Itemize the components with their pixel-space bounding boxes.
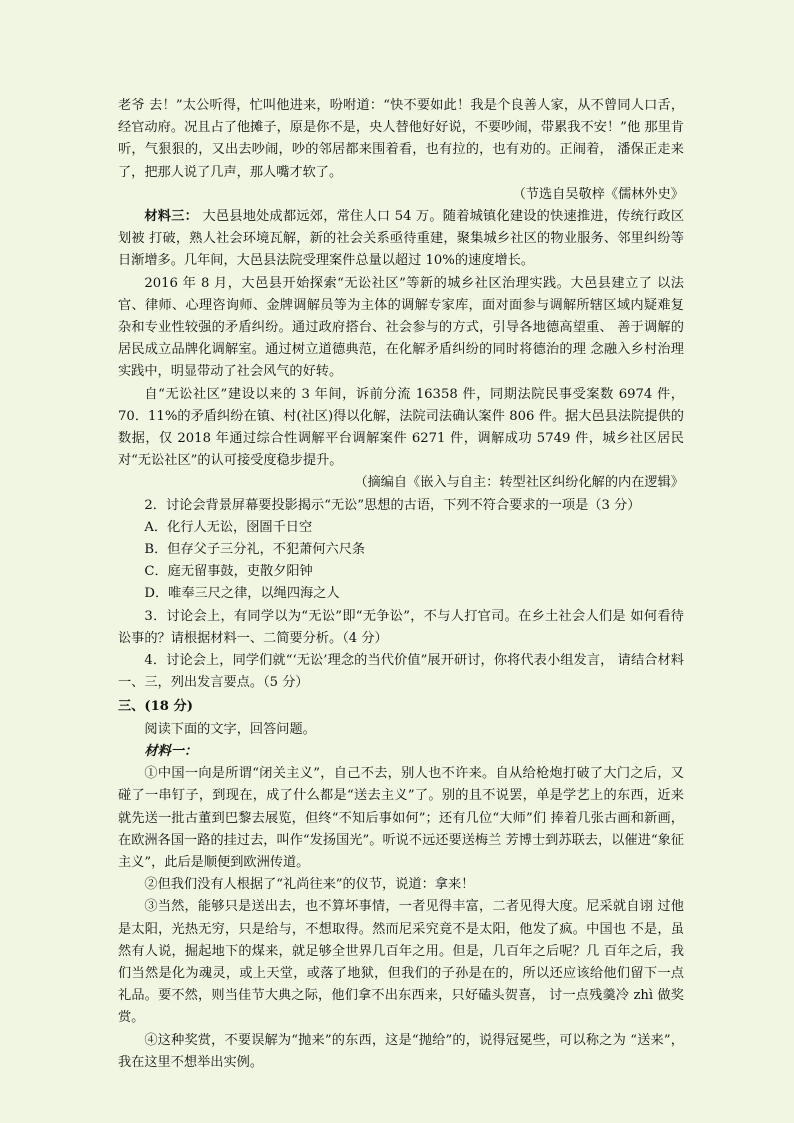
section-3-paragraph-2: ②但我们没有人根据了“礼尚往来”的仪节，说道：拿来！ [144, 877, 475, 893]
question-2-option-a: A．化行人无讼，囹圄千日空 [144, 519, 313, 535]
question-4: 4．讨论会上，同学们就“‘无讼’理念的当代价值”展开研讨，你将代表小组发言， 请结合材料一、三，列出发言要点。（5 分） [118, 653, 684, 691]
question-2: 2．讨论会背景屏幕要投影揭示“无讼”思想的古语，下列不符合要求的一项是（3 分） [144, 497, 641, 513]
section-3-paragraph-3: ③当然，能够只是送出去，也不算坏事情，一者见得丰富，二者见得大度。尼采就自诩 过他是太阳，光热无穷，只是给与，不想取得。然而尼采究竟不是太阳，他发了疯。中国也 不是，虽然有人说，掘起地下的煤来，就足够全世界几百年之用。但是，几百年之后呢？几 百年之后，我们当然是化为魂灵，或上天堂，或落了地狱，但我们的子孙是在的，所以还应该给他们留下一点礼品。要不然，则当佳节大典之际，他们拿不出东西来，只好磕头贺喜， 讨一点残羹冷 zhì 做奖赏。 [118, 899, 684, 1026]
passage-paragraph: 老爷 去！”太公听得，忙叫他进来，吩咐道：“快不要如此！我是个良善人家，从不曾同人口舌， 经官动府。况且占了他摊子，原是你不是，央人替他好好说，不要吵闹，带累我不安！”他 那里肯听，气狠狠的，又出去吵闹，吵的邻居都来围着看，也有拉的，也有劝的。正闹着， 潘保正走来了，把那人说了几声，那人嘴才软了。 [118, 98, 684, 180]
section-3-title: 三、(18 分) [118, 699, 193, 715]
section-3-paragraph-1: ①中国一向是所谓“闭关主义”，自己不去，别人也不许来。自从给枪炮打破了大门之后，又碰了一串钉子，到现在，成了什么都是“送去主义”了。别的且不说罢，单是学艺上的东西，近来就先送一批古董到巴黎去展览，但终“不知后事如何”；还有几位“大师”们 捧着几张古画和新画，在欧洲各国一路的挂过去，叫作“发扬国光”。听说不远还要送梅兰 芳博士到苏联去，以催进“象征主义”，此后是顺便到欧洲传道。 [118, 766, 684, 870]
material-3-heading: 材料三： [144, 209, 199, 225]
section-3-material-1-heading: 材料一： [144, 743, 198, 759]
section-3-paragraph-4: ④这种奖赏，不要误解为“抛来”的东西，这是“抛给”的，说得冠冕些，可以称之为 “送来”，我在这里不想举出实例。 [118, 1032, 684, 1070]
question-2-option-c: C．庭无留事鼓，吏散夕阳钟 [144, 564, 313, 580]
passage-source: （节选自吴敬梓《儒林外史》 [512, 186, 684, 202]
question-3: 3．讨论会上，有同学以为“无讼”即“无争讼”，不与人打官司。在乡土社会人们是 如何看待讼事的？请根据材料一、二简要分析。（4 分） [118, 608, 684, 646]
question-2-option-b: B．但存父子三分礼，不犯萧何六尺条 [144, 542, 366, 558]
material-3-paragraph-1 [118, 206, 684, 273]
section-3-instruction: 阅读下面的文字，回答问题。 [144, 721, 316, 737]
material-3-paragraph-3: 自“无讼社区”建设以来的 3 年间，诉前分流 16358 件，同期法院民事受案数 6974 件，70．11%的矛盾纠纷在镇、村(社区)得以化解，法院司法确认案件 806 件。据大邑县法院提供的数据，仅 2018 年通过综合性调解平台调解案件 6271 件，调解成功 5749 件，城乡社区居民对“无讼社区”的认可接受度稳步提升。 [118, 386, 684, 469]
material-3-source: （摘编自《嵌入与自主：转型社区纠纷化解的内在逻辑》 [354, 475, 684, 491]
material-3-text: 大邑县地处成都远郊，常住人口 54 万。随着城镇化建设的快速推进，传统行政区划被 打破，熟人社会环境瓦解，新的社会关系亟待重建，聚集城乡社区的物业服务、邻里纠纷等 日渐增多。几年间，大邑县法院受理案件总量以超过 10%的速度增长。 [118, 209, 685, 269]
material-3-paragraph-2: 2016 年 8 月，大邑县开始探索“无讼社区”等新的城乡社区治理实践。大邑县建立了 以法官、律师、心理咨询师、金牌调解员等为主体的调解专家库，面对面参与调解所辖区域内疑难复杂和专业性较强的矛盾纠纷。通过政府搭台、社会参与的方式，引导各地德高望重、 善于调解的居民成立品牌化调解室。通过树立道德典范，在化解矛盾纠纷的同时将德治的理 念融入乡村治理实践中，明显带动了社会风气的好转。 [118, 275, 684, 380]
document-body [118, 95, 684, 1074]
question-2-option-d: D．唯奉三尺之律，以绳四海之人 [144, 586, 340, 602]
